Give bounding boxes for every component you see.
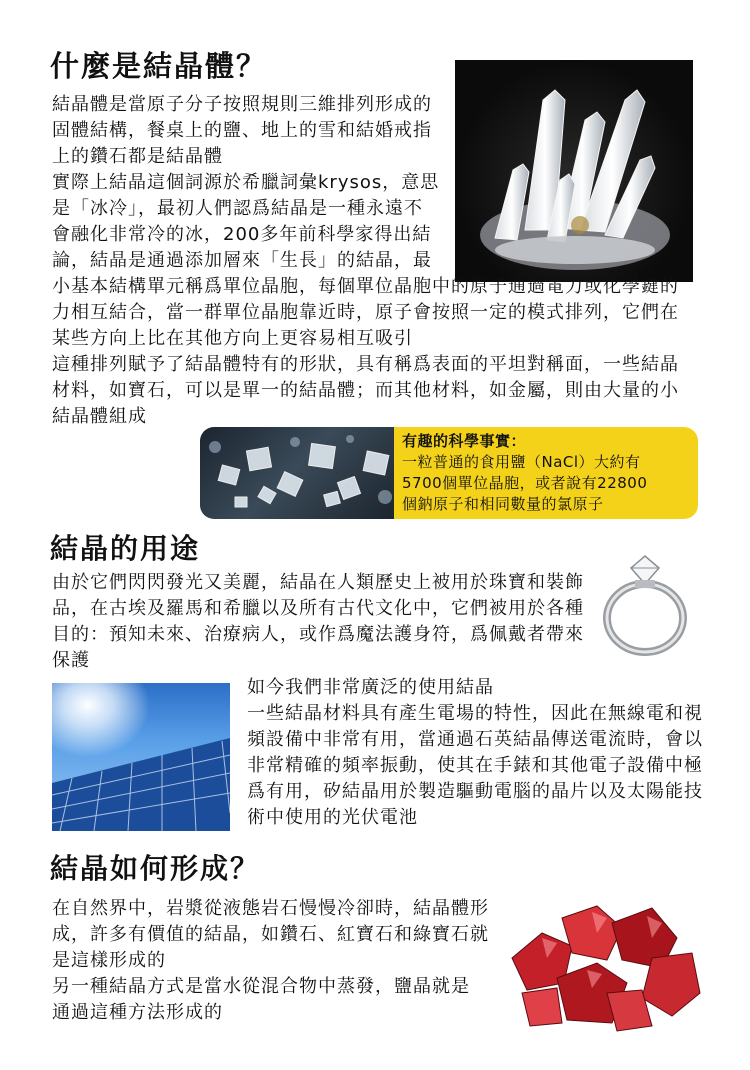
text-line: 是這樣形成的 xyxy=(52,950,166,971)
section-title-what-is-crystal: 什麼是結晶體？ xyxy=(50,49,268,83)
fun-fact-line: 個鈉原子和相同數量的氯原子 xyxy=(402,495,604,513)
diamond-ring-image xyxy=(595,550,695,660)
text-line: 成，許多有價值的結晶，如鑽石、紅寶石和綠寶石就 xyxy=(52,924,489,945)
section2-modern-uses-text xyxy=(247,675,707,831)
text-line: 材料，如寶石，可以是單一的結晶體；而其他材料，如金屬，則由大量的小 xyxy=(52,380,679,401)
text-line: 如今我們非常廣泛的使用結晶 xyxy=(247,677,494,698)
diamond-ring-graphic xyxy=(595,550,695,660)
text-line: 由於它們閃閃發光又美麗，結晶在人類歷史上被用於珠寶和裝飾 xyxy=(52,572,584,593)
text-line: 在自然界中，岩漿從液態岩石慢慢冷卻時，結晶體形 xyxy=(52,898,489,919)
fun-fact-line: 5700個單位晶胞，或者說有22800 xyxy=(402,474,648,492)
section3-text xyxy=(52,896,502,1026)
section2-text xyxy=(52,570,597,674)
ruby-crystals-image xyxy=(502,898,702,1033)
salt-crystals-graphic xyxy=(200,427,408,519)
solar-panel-graphic xyxy=(52,683,230,831)
text-line: 這種排列賦予了結晶體特有的形狀，具有稱爲表面的平坦對稱面，一些結晶 xyxy=(52,354,679,375)
text-line: 頻設備中非常有用，當通過石英結晶傳送電流時，會以 xyxy=(247,729,703,750)
text-line: 固體結構，餐桌上的鹽、地上的雪和結婚戒指 xyxy=(52,120,432,141)
section1-wide-text xyxy=(52,274,702,430)
ruby-crystals-graphic xyxy=(502,898,702,1033)
text-line: 通過這種方法形成的 xyxy=(52,1002,223,1023)
text-line: 術中使用的光伏電池 xyxy=(247,807,418,828)
fun-fact-box xyxy=(394,427,698,519)
text-line: 小基本結構單元稱爲單位晶胞，每個單位晶胞中的原子通過電力或化學鍵的 xyxy=(52,276,679,297)
text-line: 目的：預知未來、治療病人，或作爲魔法護身符，爲佩戴者帶來 xyxy=(52,624,584,645)
text-line: 爲有用，矽結晶用於製造驅動電腦的晶片以及太陽能技 xyxy=(247,781,703,802)
text-line: 另一種結晶方式是當水從混合物中蒸發，鹽晶就是 xyxy=(52,976,470,997)
salt-crystals-image xyxy=(200,427,408,519)
text-line: 保護 xyxy=(52,650,90,671)
fun-fact-line: 一粒普通的食用鹽（NaCl）大約有 xyxy=(402,453,641,471)
text-line: 會融化非常冷的冰，200多年前科學家得出結 xyxy=(52,224,432,245)
text-line: 一些結晶材料具有產生電場的特性，因此在無線電和視 xyxy=(247,703,703,724)
text-line: 某些方向上比在其他方向上更容易相互吸引 xyxy=(52,328,413,349)
text-line: 結晶體組成 xyxy=(52,406,147,427)
text-line: 上的鑽石都是結晶體 xyxy=(52,146,223,167)
text-line: 非常精確的頻率振動，使其在手錶和其他電子設備中極 xyxy=(247,755,703,776)
solar-panel-image xyxy=(52,683,230,831)
section-title-how-crystals-form: 結晶如何形成？ xyxy=(50,852,261,885)
quartz-crystal-graphic xyxy=(455,60,693,282)
text-line: 結晶體是當原子分子按照規則三維排列形成的 xyxy=(52,94,432,115)
section-title-crystal-uses: 結晶的用途 xyxy=(50,532,201,565)
text-line: 力相互結合，當一群單位晶胞靠近時，原子會按照一定的模式排列，它們在 xyxy=(52,302,679,323)
fun-fact-title: 有趣的科學事實： xyxy=(402,432,527,450)
quartz-crystal-image xyxy=(455,60,693,282)
section1-narrow-text xyxy=(52,92,452,274)
text-line: 實際上結晶這個詞源於希臘詞彙krysos，意思 xyxy=(52,172,440,193)
text-line: 是「冰冷」，最初人們認爲結晶是一種永遠不 xyxy=(52,198,423,219)
text-line: 品，在古埃及羅馬和希臘以及所有古代文化中，它們被用於各種 xyxy=(52,598,584,619)
text-line: 論，結晶是通過添加層來「生長」的結晶，最 xyxy=(52,250,432,271)
